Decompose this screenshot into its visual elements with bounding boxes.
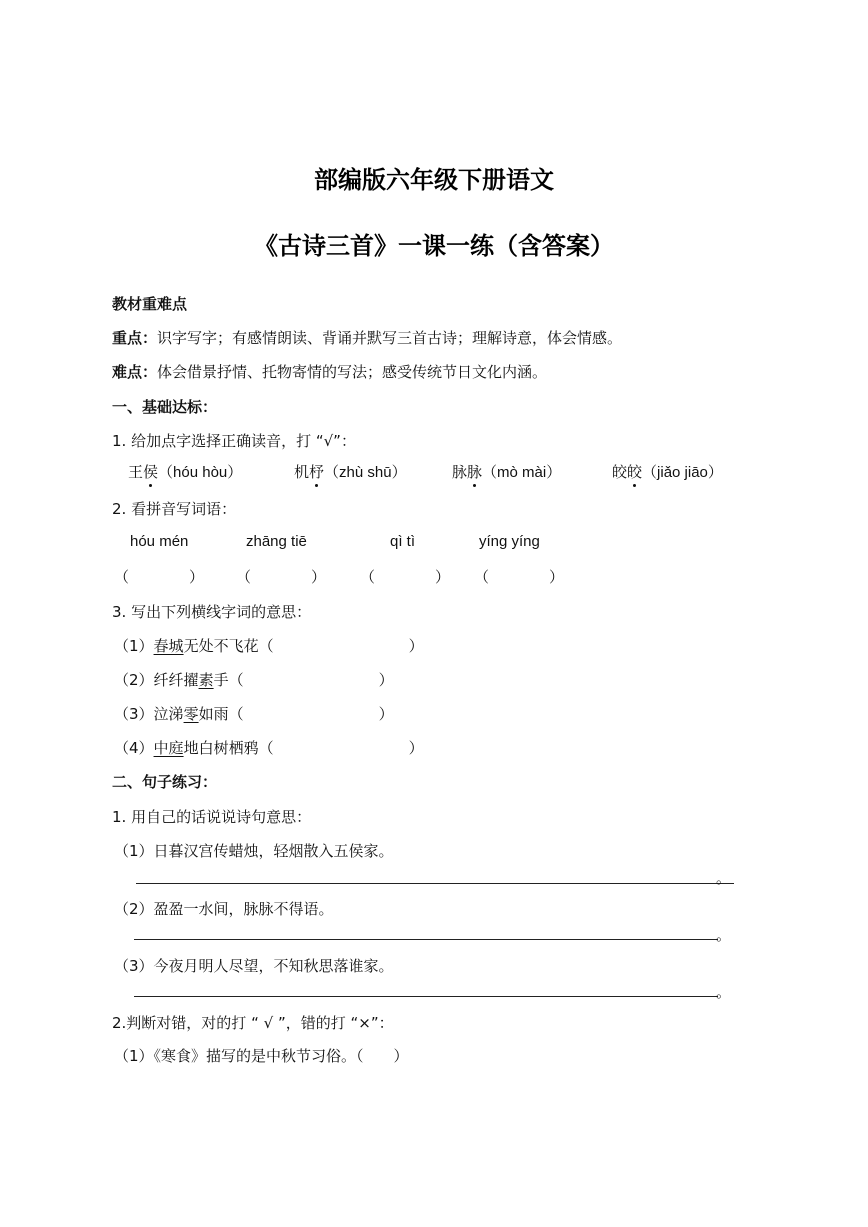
char: 皎 — [612, 463, 628, 481]
item-text: 无处不飞花 — [183, 637, 259, 655]
sentence-question-1: 1. 用自己的话说说诗句意思： — [112, 808, 312, 826]
item-number: （2） — [114, 671, 154, 689]
item-text: 手 — [213, 671, 229, 689]
part2-heading: 二、句子练习： — [112, 773, 218, 791]
answer-blank[interactable]: （ ） — [360, 568, 451, 586]
answer-blank[interactable]: （ ） — [258, 637, 424, 655]
q1-item — [294, 461, 407, 482]
document-title: 部编版六年级下册语文 — [314, 165, 554, 194]
line-end-mark: 。 — [716, 869, 732, 887]
q3-item — [114, 669, 394, 690]
difficulty-label: 难点： — [112, 363, 158, 381]
q3-item — [114, 737, 424, 758]
key-points — [112, 327, 622, 348]
answer-blank[interactable]: （ ） — [228, 705, 394, 723]
item-text: 如雨 — [198, 705, 229, 723]
judge-item: （1）《寒食》描写的是中秋节习俗。（ ） — [114, 1047, 409, 1065]
key-text: 识字写字；有感情朗读、背诵并默写三首古诗；理解诗意，体会情感。 — [157, 329, 623, 347]
dotted-char: 皎 — [627, 463, 643, 481]
item-text: 地白树栖鸦 — [183, 739, 259, 757]
dotted-char: 侯 — [143, 463, 159, 481]
key-label: 重点： — [112, 329, 158, 347]
question-1: 1. 给加点字选择正确读音，打 “√”： — [112, 432, 356, 450]
pinyin-options: （mò mài） — [482, 464, 562, 481]
underlined-word: 素 — [198, 671, 214, 689]
item-number: （4） — [114, 739, 154, 757]
pinyin-word: zhāng tiē — [246, 533, 307, 550]
q1-item — [612, 461, 723, 482]
document-subtitle: 《古诗三首》一课一练（含答案） — [254, 231, 614, 260]
underlined-word: 春城 — [153, 637, 184, 655]
part1-heading: 一、基础达标： — [112, 398, 218, 416]
q1-item — [452, 461, 561, 482]
pinyin-word: hóu mén — [130, 533, 189, 550]
answer-blank[interactable]: （ ） — [258, 739, 424, 757]
sentence-question-2: 2.判断对错，对的打 “ √ ”，错的打 “×”： — [112, 1014, 394, 1032]
item-number: （3） — [114, 705, 154, 723]
item-text: 纤纤擢 — [153, 671, 199, 689]
difficulty-text: 体会借景抒情、托物寄情的写法；感受传统节日文化内涵。 — [157, 363, 548, 381]
dotted-char: 杼 — [309, 463, 325, 481]
answer-blank[interactable]: （ ） — [114, 568, 205, 586]
pinyin-word: yíng yíng — [479, 533, 540, 550]
pinyin-options: （hóu hòu） — [158, 464, 243, 481]
pinyin-options: （zhù shū） — [324, 464, 407, 481]
underlined-word: 中庭 — [153, 739, 184, 757]
answer-line[interactable] — [136, 883, 734, 884]
pinyin-options: （jiǎo jiāo） — [642, 464, 723, 481]
difficult-points — [112, 361, 547, 382]
char: 机 — [294, 463, 310, 481]
answer-blank[interactable]: （ ） — [474, 568, 565, 586]
sentence-item: （3）今夜月明人尽望，不知秋思落谁家。 — [114, 957, 394, 975]
section-label: 教材重难点 — [112, 295, 188, 313]
char: 王 — [128, 463, 144, 481]
dotted-char: 脉 — [467, 463, 483, 481]
item-number: （1） — [114, 637, 154, 655]
pinyin-word: qì tì — [390, 533, 416, 550]
q1-item — [128, 461, 242, 482]
sentence-item: （1）日暮汉宫传蜡烛，轻烟散入五侯家。 — [114, 842, 394, 860]
line-end-mark: 。 — [716, 983, 732, 1001]
item-text: 泣涕 — [153, 705, 184, 723]
question-3: 3. 写出下列横线字词的意思： — [112, 603, 312, 621]
question-2: 2. 看拼音写词语： — [112, 500, 237, 518]
q3-item — [114, 703, 394, 724]
char: 脉 — [452, 463, 468, 481]
q3-item — [114, 635, 424, 656]
answer-blank[interactable]: （ ） — [228, 671, 394, 689]
answer-line[interactable] — [134, 939, 718, 940]
line-end-mark: 。 — [716, 926, 732, 944]
answer-line[interactable] — [134, 996, 718, 997]
sentence-item: （2）盈盈一水间，脉脉不得语。 — [114, 900, 334, 918]
underlined-word: 零 — [183, 705, 199, 723]
answer-blank[interactable]: （ ） — [236, 568, 327, 586]
